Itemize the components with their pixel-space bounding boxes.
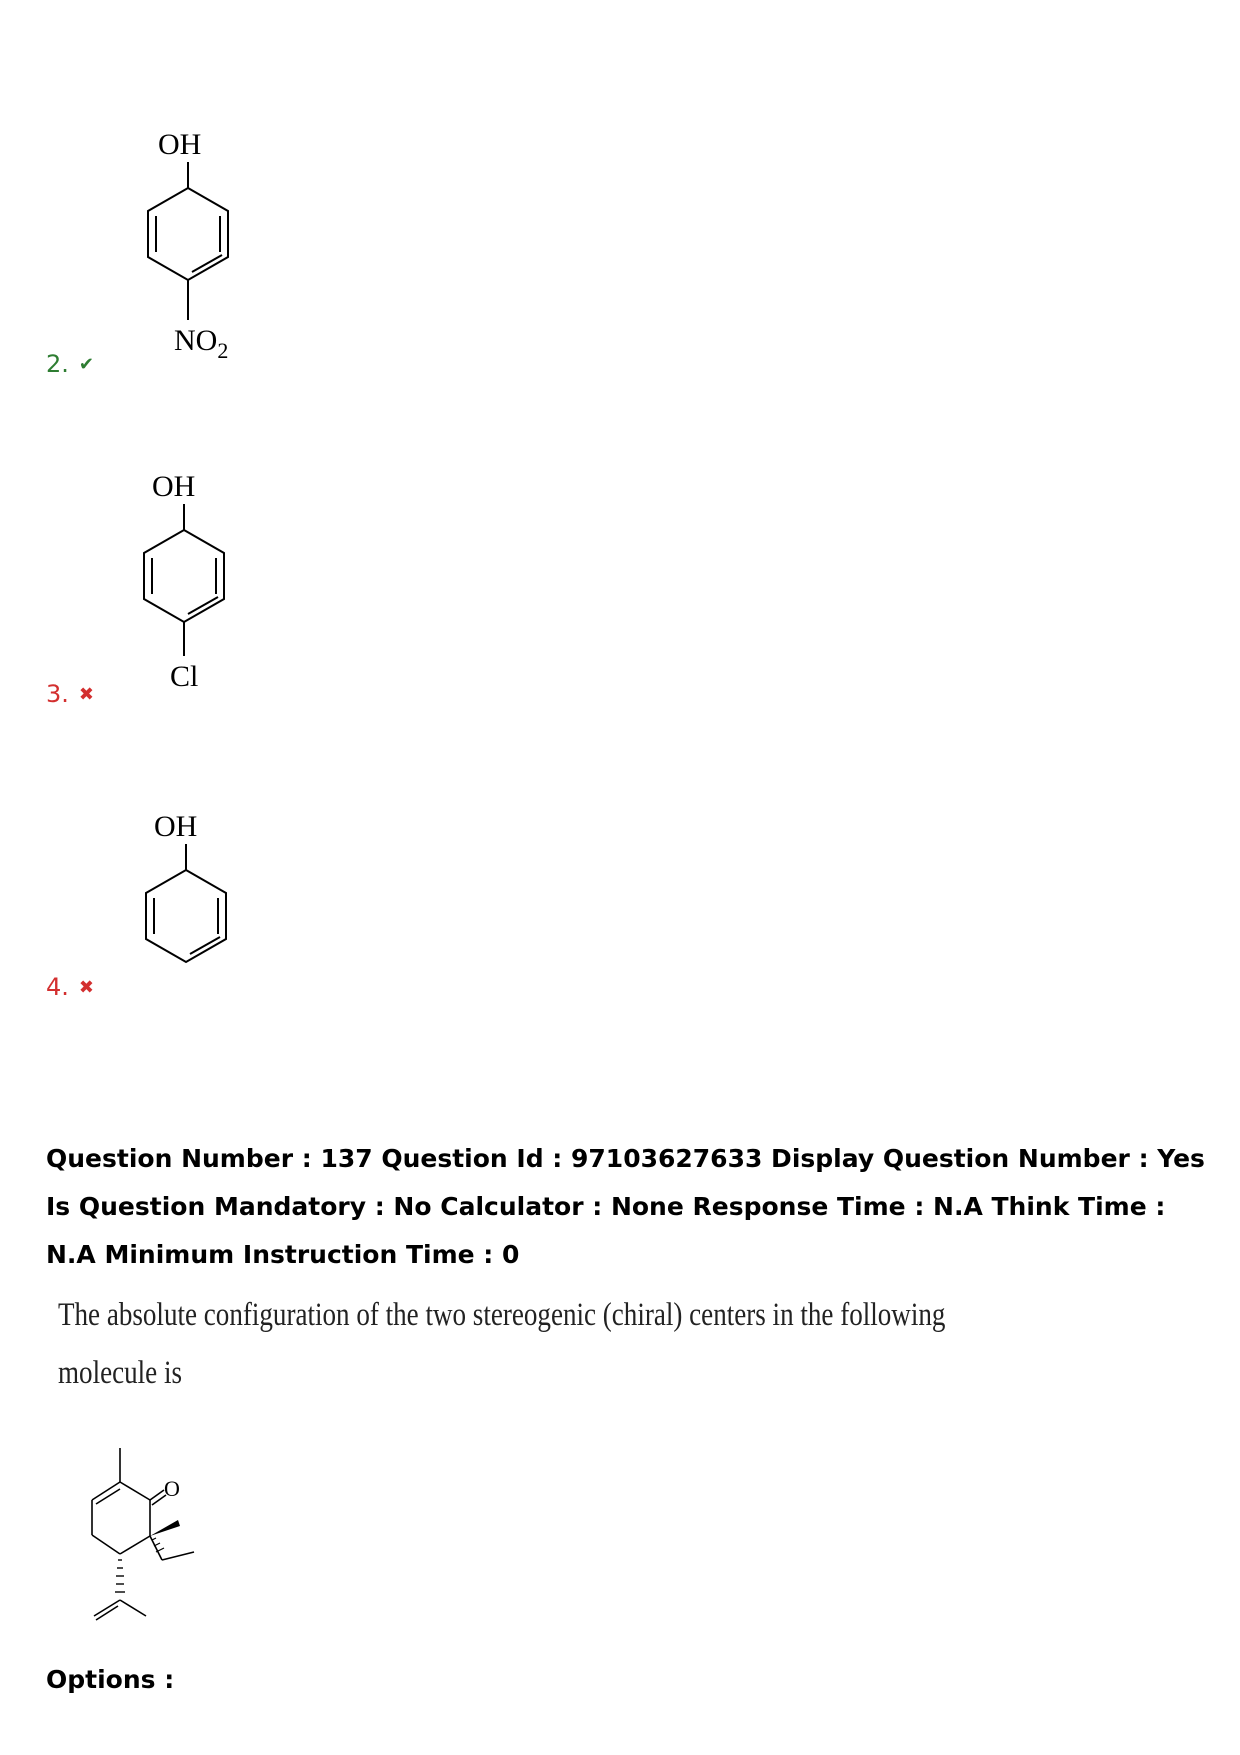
question-molecule (86, 1440, 206, 1644)
question-metadata: Question Number : 137 Question Id : 97103627633 Display Question Number : Yes Is Question Mandatory : No Calculator : None Response Time : N.A Think Time : N.A Minimum Instruction Time : 0 (46, 1144, 1205, 1269)
question-text-line-2: molecule is (58, 1355, 182, 1391)
molecule-4-nitrophenol (130, 122, 250, 366)
cl-label: Cl (170, 660, 199, 693)
oh-label: OH (158, 128, 202, 161)
question-text (58, 1286, 946, 1402)
option-number: 4. (46, 973, 69, 1001)
question-text-line-1: The absolute configuration of the two stereogenic (chiral) centers in the following (58, 1297, 946, 1333)
cross-icon: ✖ (78, 976, 94, 998)
option-3[interactable] (46, 680, 94, 708)
no2-label: $NO_2$ (174, 324, 229, 362)
cross-icon: ✖ (78, 683, 94, 705)
molecule-4-chlorophenol (126, 462, 246, 706)
options-label: Options : (46, 1665, 175, 1694)
oxygen-label: O (164, 1476, 180, 1501)
check-icon: ✔ (78, 353, 94, 375)
oh-label: OH (154, 810, 198, 843)
option-2[interactable] (46, 350, 94, 378)
option-number: 2. (46, 350, 69, 378)
molecule-phenol (128, 802, 248, 986)
oh-label: OH (152, 470, 196, 503)
option-4[interactable] (46, 973, 94, 1001)
option-number: 3. (46, 680, 69, 708)
